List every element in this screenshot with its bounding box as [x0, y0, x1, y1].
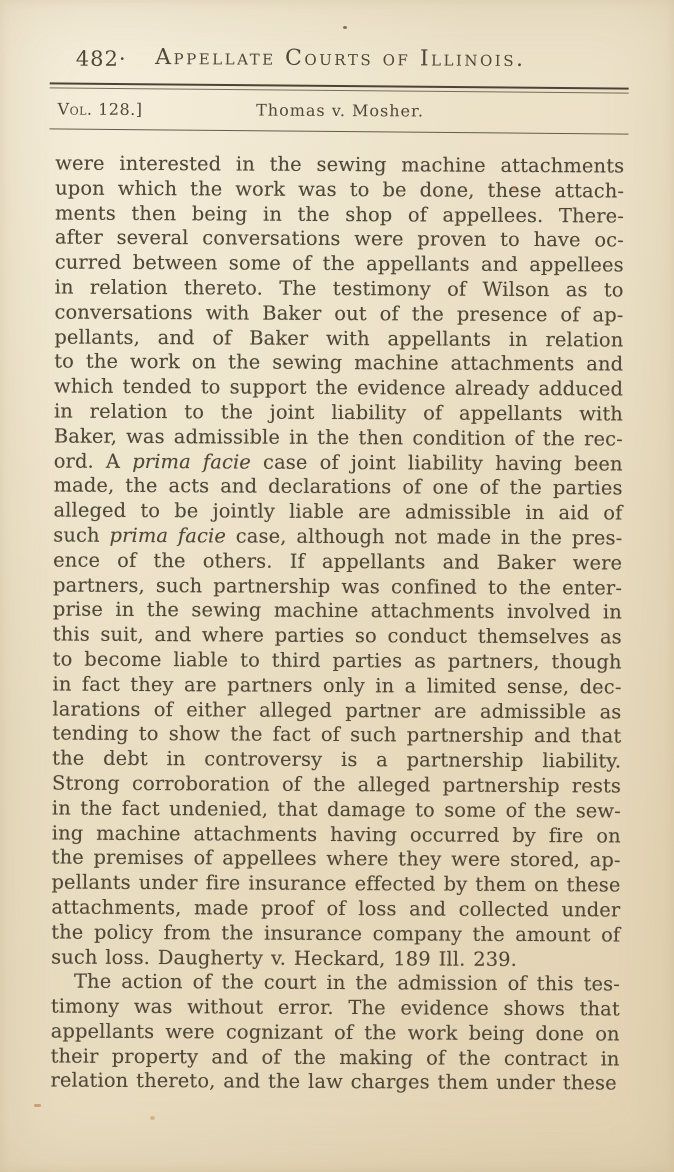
- text-line: after several conversations were proven to have oc-: [54, 225, 624, 252]
- text-line: which tended to support the evidence already adduced: [54, 374, 624, 401]
- page-number: 482·: [75, 46, 127, 71]
- paper-speck: [34, 1104, 41, 1107]
- page-content: [50, 0, 625, 1097]
- text-line: prise in the sewing machine attachments involved in: [52, 597, 623, 624]
- text-line: larations of either alleged partner are admissible as: [52, 697, 622, 724]
- text-line: upon which the work was to be done, these attach-: [55, 176, 625, 203]
- text-line: this suit, and where parties so conduct themselves as: [52, 622, 622, 649]
- text-line: conversations with Baker out of the presence of ap-: [54, 300, 624, 327]
- double-rule: [50, 82, 629, 93]
- text-line: made, the acts and declarations of one of the parties: [53, 473, 623, 500]
- text-line: pellants, and of Baker with appellants in relation: [54, 325, 624, 352]
- text-line: ing machine attachments having occurred by fire on: [51, 821, 621, 847]
- text-line: in fact they are partners only in a limited sense, dec-: [52, 672, 622, 699]
- running-title: Appellate Courts of Illinois.: [155, 45, 526, 72]
- text-line: ord. A prima facie case of joint liability having been: [53, 449, 623, 476]
- text-line: partners, such partnership was confined to the enter-: [53, 573, 623, 600]
- text-line: the debt in controversy is a partnership liability.: [52, 746, 622, 773]
- case-title: Thomas v. Mosher.: [256, 100, 425, 121]
- single-rule: [49, 128, 628, 134]
- text-line: ments then being in the shop of appellees. There-: [54, 201, 625, 228]
- text-line: such loss. Daugherty v. Heckard, 189 Ill. 239.: [51, 945, 518, 971]
- text-line: Strong corroboration of the alleged partnership rests: [51, 771, 622, 798]
- text-line: ence of the others. If appellants and Baker were: [53, 548, 623, 575]
- text-line: the premises of appellees where they were stored, ap-: [51, 845, 621, 872]
- text-line: alleged to be jointly liable are admissible in aid of: [53, 498, 623, 525]
- text-line: were interested in the sewing machine attachments: [55, 151, 625, 178]
- volume-label: Vol. 128.]: [57, 99, 143, 119]
- text-line: timony was without error. The evidence shows that: [50, 994, 620, 1021]
- text-line: to become liable to third parties as partners, though: [52, 647, 622, 674]
- text-line: their property and of the making of the contract in: [50, 1044, 620, 1071]
- text-line: such prima facie case, although not made in the pres-: [53, 523, 623, 550]
- case-header: [55, 97, 624, 127]
- text-line: Baker, was admissible in the then condition of the rec-: [53, 424, 623, 451]
- text-line: pellants under fire insurance effected by them on these: [51, 870, 621, 897]
- text-line: relation thereto, and the law charges them under these: [50, 1068, 617, 1095]
- paragraph: [51, 152, 624, 973]
- text-line: curred between some of the appellants and appellees: [54, 250, 624, 277]
- paragraph: [50, 970, 620, 1097]
- text-line: in relation to the joint liability of appellants with: [53, 399, 624, 426]
- text-line: in the fact undenied, that damage to some of the sew-: [51, 796, 621, 823]
- page-body: [50, 152, 624, 1097]
- text-line: in relation thereto. The testimony of Wilson as to: [54, 275, 624, 302]
- paper-speck: [150, 1116, 155, 1120]
- running-head: [56, 45, 625, 80]
- text-line: the policy from the insurance company the amount of: [51, 920, 621, 947]
- text-line: tending to show the fact of such partnership and that: [52, 721, 622, 748]
- text-line: to the work on the sewing machine attachments and: [54, 349, 624, 376]
- text-line: appellants were cognizant of the work being done on: [50, 1019, 620, 1046]
- text-line: The action of the court in the admission of this tes-: [73, 969, 621, 996]
- text-line: attachments, made proof of loss and collected under: [51, 895, 621, 922]
